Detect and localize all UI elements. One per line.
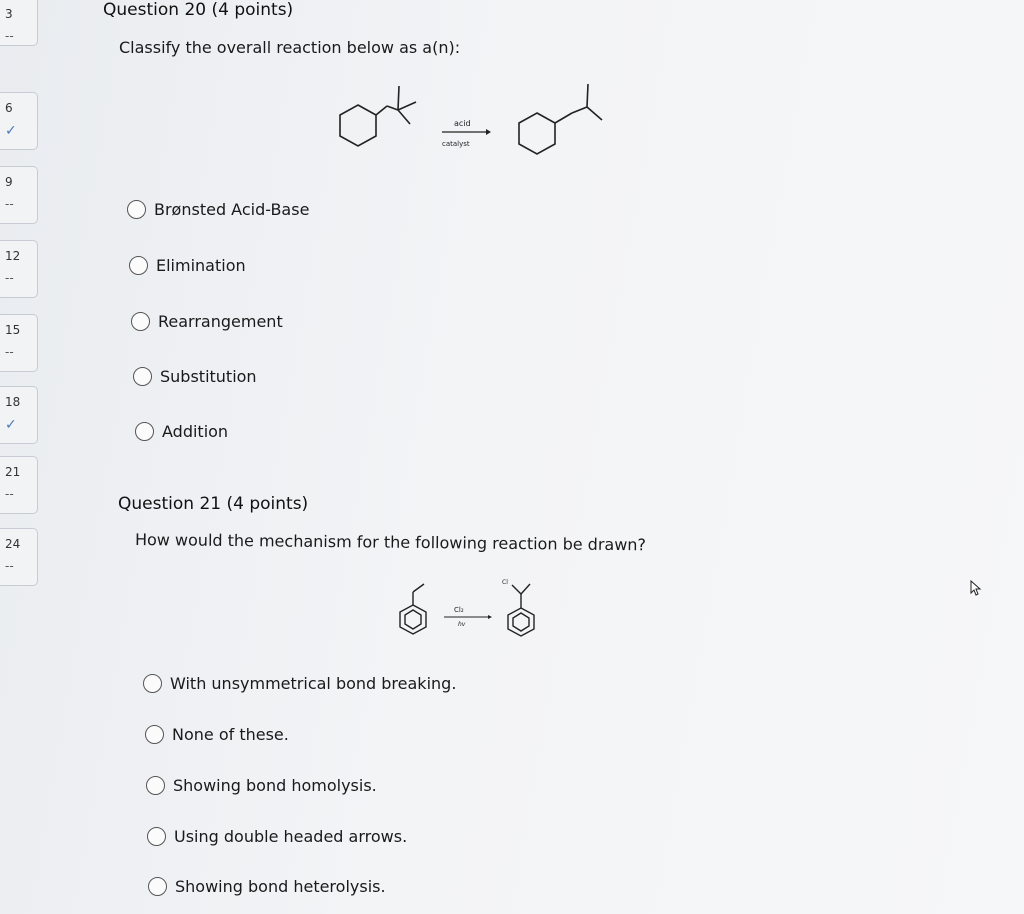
radio-button[interactable] [129, 256, 148, 275]
option-label: With unsymmetrical bond breaking. [170, 674, 457, 693]
q20-option-addition[interactable] [135, 422, 228, 441]
option-label: Elimination [156, 256, 246, 275]
q20-option-substitution[interactable] [133, 367, 257, 386]
q21-product-label: Cl [502, 579, 508, 586]
radio-button[interactable] [146, 776, 165, 795]
radio-button[interactable] [145, 725, 164, 744]
nav-item-number: 12 [5, 249, 21, 263]
q21-reagent-bottom: hv [458, 621, 466, 628]
radio-button[interactable] [127, 200, 146, 219]
nav-item-status: -- [5, 271, 14, 285]
q20-points: (4 points) [211, 0, 294, 20]
q20-reagent-top: acid [454, 119, 471, 128]
nav-item-number: 24 [5, 537, 21, 551]
q21-reagent-top: Cl₂ [454, 606, 464, 614]
nav-item-status: ✓ [5, 123, 17, 139]
q20-option-bronsted[interactable] [127, 200, 309, 219]
question-navigator [0, 0, 44, 600]
nav-item-9[interactable] [0, 166, 38, 224]
option-label: Using double headed arrows. [174, 827, 408, 846]
nav-item-15[interactable] [0, 314, 38, 372]
radio-button[interactable] [143, 674, 162, 693]
radio-button[interactable] [147, 827, 166, 846]
option-label: None of these. [172, 725, 289, 744]
option-label: Addition [162, 422, 229, 441]
q20-title [103, 0, 293, 20]
nav-item-number: 15 [5, 323, 21, 337]
q21-title [118, 494, 308, 514]
q20-option-rearrangement[interactable] [131, 312, 283, 331]
nav-item-18[interactable] [0, 386, 38, 444]
nav-item-number: 6 [5, 101, 13, 115]
q20-reagent-bottom: catalyst [442, 140, 470, 148]
chlorinated-product-structure [508, 584, 534, 636]
option-label: Rearrangement [158, 312, 283, 331]
q20-prompt: Classify the overall reaction below as a(n): [119, 38, 461, 57]
nav-item-21[interactable] [0, 456, 38, 514]
reactant-structure [340, 86, 416, 146]
toluene-like-structure [400, 584, 426, 634]
nav-item-status: -- [5, 197, 14, 211]
q21-points: (4 points) [226, 494, 309, 514]
option-label: Brønsted Acid-Base [154, 200, 310, 219]
q21-arrowhead [488, 615, 492, 619]
q21-title-text: Question 21 [118, 494, 222, 514]
mouse-cursor-icon [970, 580, 982, 600]
nav-item-number: 3 [5, 7, 13, 21]
radio-button[interactable] [131, 312, 150, 331]
q21-reaction-svg [388, 570, 558, 640]
q21-reaction-scheme [388, 570, 558, 640]
q21-option-heterolysis[interactable] [148, 877, 386, 896]
nav-item-status: -- [5, 29, 14, 43]
nav-item-number: 18 [5, 395, 21, 409]
q20-reaction-svg [330, 80, 620, 170]
radio-button[interactable] [133, 367, 152, 386]
q21-option-homolysis[interactable] [146, 776, 377, 795]
nav-item-6[interactable] [0, 92, 38, 150]
nav-item-3[interactable] [0, 0, 38, 46]
q20-title-text: Question 20 [103, 0, 207, 20]
q21-option-none[interactable] [145, 725, 289, 744]
nav-item-12[interactable] [0, 240, 38, 298]
q20-reaction-scheme [330, 80, 620, 170]
q21-option-unsymmetrical[interactable] [143, 674, 456, 693]
nav-item-status: ✓ [5, 417, 17, 433]
radio-button[interactable] [135, 422, 154, 441]
nav-item-number: 9 [5, 175, 13, 189]
nav-item-status: -- [5, 345, 14, 359]
option-label: Showing bond homolysis. [173, 776, 377, 795]
nav-item-status: -- [5, 559, 14, 573]
radio-button[interactable] [148, 877, 167, 896]
nav-item-status: -- [5, 487, 14, 501]
q20-arrowhead [486, 129, 491, 135]
nav-item-number: 21 [5, 465, 21, 479]
nav-item-24[interactable] [0, 528, 38, 586]
q21-option-double-headed[interactable] [147, 827, 407, 846]
q20-option-elimination[interactable] [129, 256, 246, 275]
product-structure [519, 84, 602, 154]
option-label: Showing bond heterolysis. [175, 877, 386, 896]
q21-prompt: How would the mechanism for the following reaction be drawn? [134, 530, 647, 555]
option-label: Substitution [160, 367, 257, 386]
